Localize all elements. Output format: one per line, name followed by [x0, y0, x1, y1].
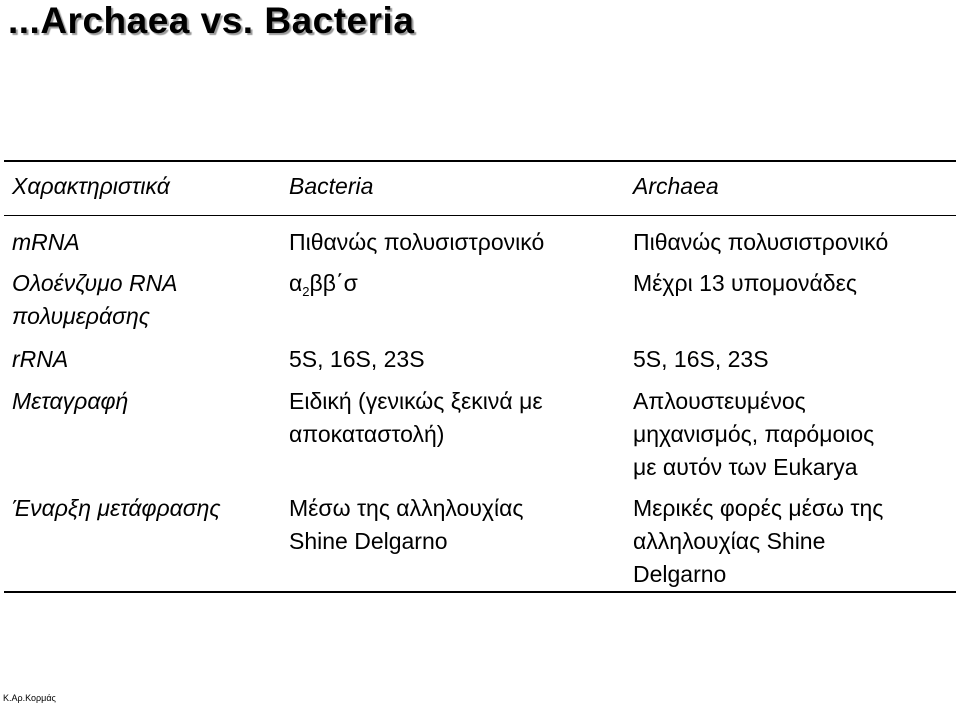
- row-translation-archaea-line-2: αλληλουχίας Shine: [633, 528, 826, 554]
- row-polymerase-feature-line-1: Ολοένζυμο RNA: [12, 270, 178, 296]
- row-polymerase-bacteria: [289, 267, 358, 308]
- author-footer: Κ.Αρ.Κορμάς: [3, 693, 56, 703]
- row-translation-archaea-line-1: Μερικές φορές μέσω της: [633, 495, 884, 521]
- table-bottom-rule: [4, 591, 956, 593]
- header-archaea: Archaea: [633, 173, 719, 199]
- row-translation-bacteria-line-2: Shine Delgarno: [289, 528, 448, 554]
- row-translation-archaea-line-3: Delgarno: [633, 561, 727, 587]
- header-bacteria: Bacteria: [289, 173, 374, 199]
- row-rrna-archaea: 5S, 16S, 23S: [633, 346, 769, 372]
- row-rrna-feature: rRNA: [12, 346, 69, 372]
- row-transcription-bacteria-line-2: αποκαταστολή): [289, 421, 445, 447]
- row-translation-bacteria-line-1: Μέσω της αλληλουχίας: [289, 495, 524, 521]
- row-transcription-archaea-line-1: Απλουστευμένος: [633, 388, 806, 414]
- slide-title: ...Archaea vs. Bacteria: [8, 0, 415, 41]
- subunit-rest: ββ΄σ: [309, 270, 358, 296]
- row-transcription-archaea-line-2: μηχανισμός, παρόμοιος: [633, 421, 875, 447]
- row-rrna-bacteria: 5S, 16S, 23S: [289, 346, 425, 372]
- row-transcription-feature: Μεταγραφή: [12, 388, 129, 414]
- row-mrna-archaea: Πιθανώς πολυσιστρονικό: [633, 229, 889, 255]
- row-polymerase-feature-line-2: πολυμεράσης: [12, 303, 150, 329]
- table-top-rule: [4, 160, 956, 162]
- subunit-alpha: α: [289, 270, 303, 296]
- row-mrna-feature: mRNA: [12, 229, 80, 255]
- row-translation-feature: Έναρξη μετάφρασης: [12, 495, 221, 521]
- table-header-rule: [4, 215, 956, 216]
- row-polymerase-archaea: Μέχρι 13 υπομονάδες: [633, 270, 857, 296]
- subunit-alpha-subscript: 2: [302, 284, 310, 299]
- row-transcription-archaea-line-3: με αυτόν των Eukarya: [633, 454, 858, 480]
- row-transcription-bacteria-line-1: Ειδική (γενικώς ξεκινά με: [289, 388, 543, 414]
- row-mrna-bacteria: Πιθανώς πολυσιστρονικό: [289, 229, 545, 255]
- header-feature: Χαρακτηριστικά: [12, 173, 170, 199]
